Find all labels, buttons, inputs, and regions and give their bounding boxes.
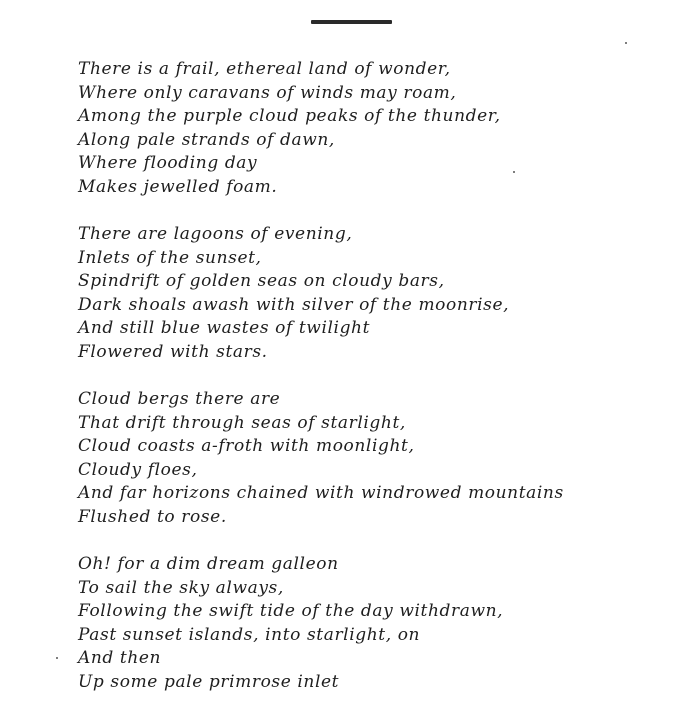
poem-line: And then <box>78 648 162 668</box>
poem-line: Makes jewelled foam. <box>78 176 278 197</box>
stanza-4 <box>78 553 678 694</box>
page-speck <box>625 42 627 44</box>
poem-line: Among the purple cloud peaks of the thunder, <box>78 106 501 126</box>
poem-line: There is a frail, ethereal land of wonder, <box>78 59 451 79</box>
poem-line: That drift through seas of starlight, <box>78 412 406 433</box>
stanza-1 <box>78 58 678 199</box>
poem-line: Cloud coasts a-froth with moonlight, <box>78 436 415 456</box>
poem-line: Dark shoals awash with silver of the moonrise, <box>78 294 510 315</box>
poem-line: Where flooding day <box>78 153 258 173</box>
poem-line: Up some pale primrose inlet <box>78 671 340 692</box>
stanza-2 <box>78 223 678 364</box>
poem-line: Flushed to rose. <box>78 506 227 527</box>
poem-line: There are lagoons of evening, <box>78 224 353 244</box>
top-rule <box>311 20 392 24</box>
poem-line: Inlets of the sunset, <box>78 247 262 268</box>
poem-line: Following the swift tide of the day withdrawn, <box>78 601 504 621</box>
poem-line: Along pale strands of dawn, <box>78 129 335 150</box>
poem <box>78 58 678 718</box>
poem-line: Cloudy floes, <box>78 459 198 480</box>
poem-line: Where only caravans of winds may roam, <box>78 82 457 103</box>
poem-line: To sail the sky always, <box>78 577 284 598</box>
poem-line: Spindrift of golden seas on cloudy bars, <box>78 271 445 291</box>
poem-line: Cloud bergs there are <box>78 389 281 409</box>
poem-line: And still blue wastes of twilight <box>78 318 371 338</box>
poem-line: Flowered with stars. <box>78 341 268 362</box>
page-speck <box>56 657 58 659</box>
stanza-3 <box>78 388 678 529</box>
poem-line: Past sunset islands, into starlight, on <box>78 624 421 645</box>
poem-line: Oh! for a dim dream galleon <box>78 554 339 574</box>
poem-line: And far horizons chained with windrowed mountains <box>78 483 564 503</box>
